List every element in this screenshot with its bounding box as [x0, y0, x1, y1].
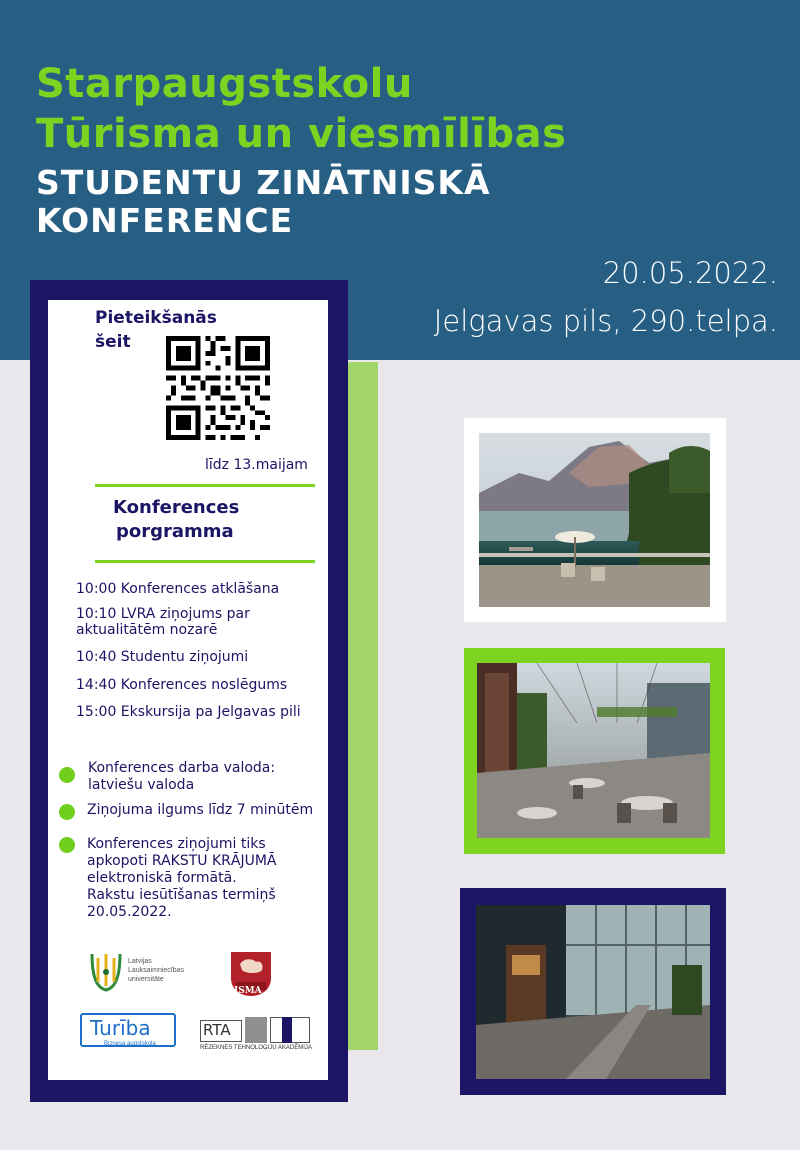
- isma-logo-text: ISMA: [234, 986, 262, 996]
- program-item: 10:00 Konferences atklāšana: [76, 581, 280, 597]
- info-language-2: latviešu valoda: [88, 777, 195, 793]
- llu-logo-icon: [88, 950, 124, 994]
- program-item: 15:00 Ekskursija pa Jelgavas pili: [76, 704, 301, 720]
- rta-logo-text: RTA: [203, 1021, 231, 1039]
- turiba-logo-text: Turība: [90, 1016, 151, 1040]
- title-line-3: STUDENTU ZINĀTNISKĀ: [36, 163, 491, 202]
- info-language-1: Konferences darba valoda:: [88, 760, 276, 776]
- info-proceedings-1: Konferences ziņojumi tiks: [87, 836, 266, 852]
- title-line-4: KONFERENCE: [36, 201, 294, 240]
- llu-logo-line1: Latvijas: [128, 958, 152, 965]
- divider-bottom: [95, 560, 315, 563]
- bullet-icon: [59, 767, 75, 783]
- rta-logo-sub: RĒZEKNES TEHNOLOĢIJU AKADĒMIJA: [200, 1045, 312, 1051]
- registration-deadline: līdz 13.maijam: [205, 457, 308, 473]
- rta-logo-bar: [282, 1017, 292, 1043]
- program-heading-2: porgramma: [116, 521, 234, 542]
- event-date: 20.05.2022.: [602, 256, 778, 290]
- program-item: 10:40 Studentu ziņojumi: [76, 649, 249, 665]
- title-line-1: Starpaugstskolu: [36, 61, 413, 107]
- bullet-icon: [59, 837, 75, 853]
- info-proceedings-3: elektroniskā formātā.: [87, 870, 237, 886]
- info-proceedings-2: apkopoti RAKSTU KRĀJUMĀ: [87, 853, 277, 869]
- registration-heading-1: Pieteikšanās: [95, 308, 217, 328]
- event-location: Jelgavas pils, 290.telpa.: [433, 304, 778, 338]
- qr-code-icon[interactable]: [162, 336, 274, 440]
- bullet-icon: [59, 804, 75, 820]
- title-line-2: Tūrisma un viesmīlības: [36, 111, 567, 157]
- program-item: aktualitātēm nozarē: [76, 622, 218, 638]
- info-proceedings-5: 20.05.2022.: [87, 904, 172, 920]
- pool-landscape-image: [479, 433, 710, 607]
- program-heading-1: Konferences: [113, 497, 240, 518]
- info-proceedings-4: Rakstu iesūtīšanas termiņš: [87, 887, 276, 903]
- turiba-logo-sub: Biznesa augstskola: [104, 1041, 156, 1047]
- hotel-lobby-image: [476, 905, 710, 1079]
- llu-logo-line2: Lauksaimniecības: [128, 967, 185, 974]
- info-duration: Ziņojuma ilgums līdz 7 minūtēm: [87, 802, 314, 818]
- program-item: 14:40 Konferences noslēgums: [76, 677, 288, 693]
- divider-top: [95, 484, 315, 487]
- rta-logo-block: [245, 1017, 267, 1043]
- restaurant-interior-image: [477, 663, 710, 838]
- program-item: 10:10 LVRA ziņojums par: [76, 606, 250, 622]
- llu-logo-line3: universitāte: [128, 976, 164, 983]
- registration-heading-2: šeit: [95, 332, 131, 352]
